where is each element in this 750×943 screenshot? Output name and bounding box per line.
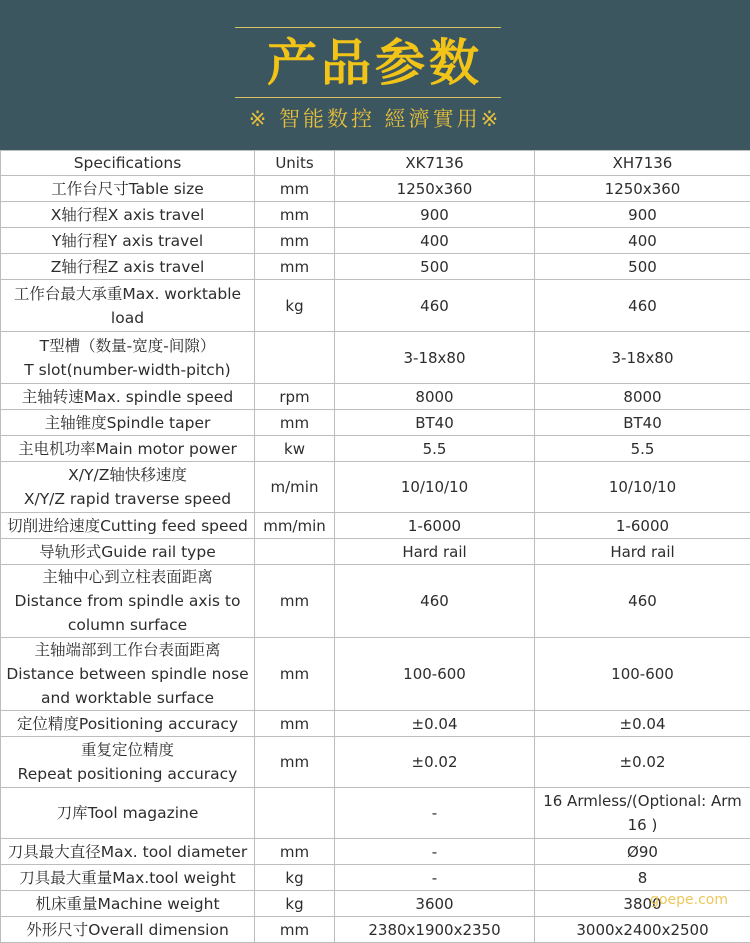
spec-value-xk7136: 10/10/10 — [335, 462, 535, 513]
spec-name: Z轴行程Z axis travel — [1, 254, 255, 280]
spec-value-xh7136: 100-600 — [535, 638, 750, 711]
spec-name: 机床重量Machine weight — [1, 891, 255, 917]
spec-name: 主轴转速Max. spindle speed — [1, 384, 255, 410]
spec-value-xh7136: BT40 — [535, 410, 750, 436]
spec-value-xh7136: ±0.02 — [535, 737, 750, 788]
spec-value-xk7136: 3600 — [335, 891, 535, 917]
spec-value-xk7136: - — [335, 788, 535, 839]
banner-title: 产品参数 — [0, 31, 750, 95]
spec-name: 切削进给速度Cutting feed speed — [1, 513, 255, 539]
spec-value-xh7136: 1-6000 — [535, 513, 750, 539]
spec-value-xh7136: 1250x360 — [535, 176, 750, 202]
spec-row — [1, 539, 750, 565]
spec-value-xh7136: 460 — [535, 565, 750, 638]
spec-name: 导轨形式Guide rail type — [1, 539, 255, 565]
spec-name: 重复定位精度 Repeat positioning accuracy — [1, 737, 255, 788]
spec-value-xk7136: 1250x360 — [335, 176, 535, 202]
spec-value-xh7136: 460 — [535, 280, 750, 332]
spec-row — [1, 711, 750, 737]
header-specifications: Specifications — [1, 151, 255, 176]
spec-value-xk7136: 3-18x80 — [335, 332, 535, 384]
spec-name: X/Y/Z轴快移速度 X/Y/Z rapid traverse speed — [1, 462, 255, 513]
spec-value-xk7136: - — [335, 865, 535, 891]
spec-value-xh7136: 8 — [535, 865, 750, 891]
spec-row — [1, 228, 750, 254]
spec-name: 主电机功率Main motor power — [1, 436, 255, 462]
header-model-xk7136: XK7136 — [335, 151, 535, 176]
header-units: Units — [255, 151, 335, 176]
spec-value-xh7136: ±0.04 — [535, 711, 750, 737]
spec-unit: mm — [255, 254, 335, 280]
spec-row — [1, 202, 750, 228]
spec-row — [1, 384, 750, 410]
spec-name: 刀库Tool magazine — [1, 788, 255, 839]
spec-row — [1, 254, 750, 280]
spec-value-xh7136: 3000x2400x2500 — [535, 917, 750, 943]
spec-value-xk7136: 460 — [335, 280, 535, 332]
spec-name: 工作台尺寸Table size — [1, 176, 255, 202]
spec-unit: mm — [255, 176, 335, 202]
spec-value-xk7136: BT40 — [335, 410, 535, 436]
spec-row — [1, 917, 750, 943]
spec-unit: kg — [255, 891, 335, 917]
spec-row — [1, 737, 750, 788]
spec-value-xh7136: 500 — [535, 254, 750, 280]
spec-unit — [255, 332, 335, 384]
spec-value-xk7136: 500 — [335, 254, 535, 280]
spec-row — [1, 865, 750, 891]
spec-row — [1, 332, 750, 384]
spec-unit: mm/min — [255, 513, 335, 539]
spec-name: 工作台最大承重Max. worktable load — [1, 280, 255, 332]
spec-value-xk7136: 8000 — [335, 384, 535, 410]
spec-value-xk7136: 400 — [335, 228, 535, 254]
spec-value-xh7136: 10/10/10 — [535, 462, 750, 513]
spec-unit: mm — [255, 410, 335, 436]
spec-unit: kg — [255, 280, 335, 332]
spec-value-xh7136: 5.5 — [535, 436, 750, 462]
spec-row — [1, 565, 750, 638]
spec-header-row — [1, 151, 750, 176]
spec-row — [1, 410, 750, 436]
spec-unit: mm — [255, 917, 335, 943]
header-banner — [0, 0, 750, 150]
spec-name: 主轴锥度Spindle taper — [1, 410, 255, 436]
spec-row — [1, 839, 750, 865]
banner-bottom-rule — [235, 97, 501, 98]
spec-value-xk7136: Hard rail — [335, 539, 535, 565]
spec-value-xk7136: ±0.04 — [335, 711, 535, 737]
spec-unit: mm — [255, 202, 335, 228]
spec-name: 刀具最大重量Max.tool weight — [1, 865, 255, 891]
header-model-xh7136: XH7136 — [535, 151, 750, 176]
spec-value-xh7136: 400 — [535, 228, 750, 254]
spec-value-xh7136: 16 Armless/(Optional: Arm 16 ) — [535, 788, 750, 839]
spec-unit: mm — [255, 228, 335, 254]
spec-unit: mm — [255, 737, 335, 788]
spec-name: X轴行程X axis travel — [1, 202, 255, 228]
banner-subtitle: ※ 智能数控 經濟實用※ — [0, 104, 750, 134]
spec-value-xk7136: 2380x1900x2350 — [335, 917, 535, 943]
spec-row — [1, 462, 750, 513]
spec-unit — [255, 539, 335, 565]
spec-value-xh7136: 900 — [535, 202, 750, 228]
spec-unit: kw — [255, 436, 335, 462]
spec-unit: mm — [255, 638, 335, 711]
spec-row — [1, 513, 750, 539]
spec-value-xh7136: 3800 — [535, 891, 750, 917]
spec-name: T型槽（数量-宽度-间隙） T slot(number-width-pitch) — [1, 332, 255, 384]
spec-name: 刀具最大直径Max. tool diameter — [1, 839, 255, 865]
watermark: goepe.com — [650, 892, 728, 908]
spec-value-xh7136: Ø90 — [535, 839, 750, 865]
spec-value-xk7136: ±0.02 — [335, 737, 535, 788]
spec-name: 主轴中心到立柱表面距离 Distance from spindle axis to column surface — [1, 565, 255, 638]
spec-name: Y轴行程Y axis travel — [1, 228, 255, 254]
banner-top-rule — [235, 27, 501, 28]
spec-name: 主轴端部到工作台表面距离 Distance between spindle nose and worktable surface — [1, 638, 255, 711]
spec-unit: rpm — [255, 384, 335, 410]
spec-unit: m/min — [255, 462, 335, 513]
spec-unit: mm — [255, 711, 335, 737]
spec-name: 定位精度Positioning accuracy — [1, 711, 255, 737]
spec-value-xk7136: 100-600 — [335, 638, 535, 711]
spec-table-body — [1, 151, 750, 943]
spec-unit — [255, 788, 335, 839]
spec-value-xh7136: 8000 — [535, 384, 750, 410]
spec-value-xh7136: 3-18x80 — [535, 332, 750, 384]
spec-row — [1, 638, 750, 711]
spec-unit: mm — [255, 839, 335, 865]
spec-value-xk7136: 460 — [335, 565, 535, 638]
spec-row — [1, 280, 750, 332]
spec-row — [1, 436, 750, 462]
spec-unit: mm — [255, 565, 335, 638]
spec-value-xk7136: 1-6000 — [335, 513, 535, 539]
spec-value-xk7136: - — [335, 839, 535, 865]
spec-value-xk7136: 5.5 — [335, 436, 535, 462]
spec-name: 外形尺寸Overall dimension — [1, 917, 255, 943]
spec-value-xh7136: Hard rail — [535, 539, 750, 565]
spec-table — [0, 150, 750, 943]
spec-row — [1, 788, 750, 839]
spec-unit: kg — [255, 865, 335, 891]
spec-row — [1, 176, 750, 202]
spec-value-xk7136: 900 — [335, 202, 535, 228]
spec-row — [1, 891, 750, 917]
